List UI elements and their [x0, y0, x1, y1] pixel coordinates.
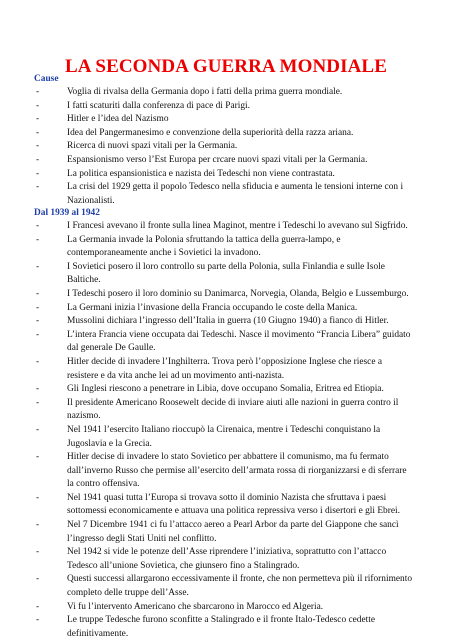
bullet-dash: - — [36, 356, 40, 367]
list-item-line: Mussolini dichiara l’ingresso dell’Italia in guerra (10 Giugno 1940) a fianco di Hitler. — [67, 316, 389, 327]
list-item-line: Jugoslavia e la Grecia. — [67, 438, 152, 449]
list-item-line: Nazionalisti. — [67, 195, 115, 206]
bullet-dash: - — [36, 141, 40, 152]
bullet-dash: - — [36, 114, 40, 125]
bullet-dash: - — [36, 127, 40, 138]
list-item — [0, 315, 419, 329]
list-item-text — [67, 519, 419, 546]
list-item-text — [67, 546, 419, 573]
list-item-line: I Francesi avevano il fronte sulla linea Maginot, mentre i Tedeschi lo avevano sul Sigfrido. — [67, 221, 408, 231]
list-item-line: contemporaneamente anche i Sovietici la invadono. — [67, 248, 261, 259]
list-item — [0, 100, 419, 114]
list-item-text — [67, 614, 419, 641]
list-item-line: sottomessi economicamente e attuava una politica repressiva verso i disertori e gli Ebrei. — [67, 506, 400, 517]
list-item — [0, 154, 419, 168]
list-item-text — [67, 113, 419, 127]
list-item-text — [67, 302, 419, 316]
list-item-line: Le truppe Tedesche furono sconfitte a Stalingrado e il fronte Italo-Tedesco cedette — [67, 615, 376, 626]
bullet-dash: - — [36, 316, 40, 327]
bullet-dash: - — [36, 329, 40, 340]
list-item — [0, 356, 419, 383]
list-item-line: Hitler decise di invadere lo stato Sovietico per abbattere il comunismo, ma fu fermato — [67, 452, 389, 463]
list-item-text — [67, 601, 419, 615]
bullet-dash: - — [36, 615, 40, 626]
list-item-line: I fatti scaturiti dalla conferenza di pace di Parigi. — [67, 100, 250, 111]
list-item-line: I Sovietici posero il loro controllo su parte della Polonia, sulla Finlandia e sulle Isole — [67, 261, 385, 272]
list-item-line: L’intera Francia viene occupata dai Tedeschi. Nasce il movimento “Francia Libera” guidato — [67, 329, 411, 340]
list-item — [0, 140, 419, 154]
list-item-line: Il presidente Americano Roosewelt decide di inviare aiuti alle nazioni in guerra contro il — [67, 397, 399, 408]
bullet-dash: - — [36, 234, 40, 245]
list-item-text — [67, 220, 419, 234]
bullet-dash: - — [36, 520, 40, 531]
list-item-text — [67, 397, 419, 424]
list-item — [0, 601, 419, 615]
list-item-line: I Tedeschi posero il loro dominio su Danimarca, Norvegia, Olanda, Belgio e Lussemburgo. — [67, 288, 409, 299]
bullet-dash: - — [36, 424, 40, 435]
list-item-text — [67, 573, 419, 600]
bullet-dash: - — [36, 547, 40, 558]
list-item-line: nazismo. — [67, 411, 101, 422]
section-heading-cause: Cause — [34, 74, 59, 84]
bullet-dash: - — [36, 87, 40, 97]
bullet-dash: - — [36, 154, 40, 165]
list-item — [0, 113, 419, 127]
list-item — [0, 383, 419, 397]
list-item-line: La Germania invade la Polonia sfruttando la tattica della guerra-lampo, e — [67, 234, 341, 245]
bullet-dash: - — [36, 384, 40, 395]
list-item-line: Baltiche. — [67, 275, 101, 286]
section-heading-1939-1942: Dal 1939 al 1942 — [34, 208, 100, 218]
list-item-line: Vi fu l’intervento Americano che sbarcarono in Marocco ed Algeria. — [67, 601, 324, 612]
list-item — [0, 181, 419, 208]
list-item-line: Nel 7 Dicembre 1941 ci fu l’attacco aereo a Pearl Arbor da parte del Giappone che sancì — [67, 520, 399, 531]
list-item — [0, 492, 419, 519]
list-item-text — [67, 234, 419, 261]
list-item-line: Gli Inglesi riescono a penetrare in Libia, dove occupano Somalia, Eritrea ed Etiopia. — [67, 384, 384, 395]
list-item-line: l’ingresso degli Stati Uniti nel conflitto. — [67, 533, 217, 544]
bullet-dash: - — [36, 168, 40, 179]
page-title: LA SECONDA GUERRA MONDIALE — [65, 56, 387, 77]
list-item-text — [67, 492, 419, 519]
list-item — [0, 397, 419, 424]
list-item-line: dal generale De Gaulle. — [67, 343, 156, 354]
list-item-text — [67, 383, 419, 397]
bullet-dash: - — [36, 492, 40, 503]
list-item — [0, 424, 419, 451]
list-item-line: Nel 1941 quasi tutta l’Europa si trovava sotto il dominio Nazista che sfruttava i paesi — [67, 492, 387, 503]
bullet-dash: - — [36, 182, 40, 193]
list-item — [0, 546, 419, 573]
list-item-line: Tedesco all’unione Sovietica, che giunsero fino a Stalingrado. — [67, 560, 300, 571]
list-item-line: La politica espansionistica e nazista dei Tedeschi non viene contrastata. — [67, 168, 335, 179]
list-item-text — [67, 154, 419, 168]
list-item — [0, 614, 419, 641]
list-item-line: La crisi del 1929 getta il popolo Tedesco nella sfiducia e aumenta le tensioni interne con i — [67, 182, 404, 193]
list-item — [0, 234, 419, 261]
list-item — [0, 451, 419, 492]
cause-list — [0, 86, 419, 208]
list-item — [0, 329, 419, 356]
list-item-line: Nel 1942 si vide le potenze dell’Asse riprendere l’iniziativa, soprattutto con l’attacco — [67, 547, 387, 558]
list-item-line: completo delle truppe dell’Asse. — [67, 588, 189, 599]
bullet-dash: - — [36, 302, 40, 313]
bullet-dash: - — [36, 221, 40, 231]
list-item — [0, 220, 419, 234]
list-item-line: Questi successi allargarono eccessivamente il fronte, che non permetteva più il rifornimento — [67, 574, 413, 585]
bullet-dash: - — [36, 397, 40, 408]
bullet-dash: - — [36, 601, 40, 612]
bullet-dash: - — [36, 288, 40, 299]
list-item — [0, 127, 419, 141]
list-item-text — [67, 261, 419, 288]
list-item-text — [67, 100, 419, 114]
bullet-dash: - — [36, 452, 40, 463]
list-item-line: La Germani inizia l’invasione della Francia occupando le coste della Manica. — [67, 302, 358, 313]
list-item-text — [67, 288, 419, 302]
list-item-line: Nel 1941 l’esercito Italiano rioccupò la Cirenaica, mentre i Tedeschi conquistano la — [67, 424, 381, 435]
list-item — [0, 86, 419, 100]
bullet-dash: - — [36, 574, 40, 585]
list-item-text — [67, 181, 419, 208]
bullet-dash: - — [36, 100, 40, 111]
list-item-line: Idea del Pangermanesimo e convenzione della superiorità della razza ariana. — [67, 127, 354, 138]
list-item-line: Voglia di rivalsa della Germania dopo i fatti della prima guerra mondiale. — [67, 87, 343, 97]
list-item-line: resistere e da vita anche lei ad un movimento anti-nazista. — [67, 370, 285, 381]
list-item-text — [67, 127, 419, 141]
list-item-line: dall’inverno Russo che permise all’esercito dell’armata rossa di riorganizzarsi e di sferrare — [67, 465, 407, 476]
list-item-line: la contro offensiva. — [67, 479, 140, 490]
list-item-line: Hitler e l’idea del Nazismo — [67, 114, 169, 125]
list-item — [0, 288, 419, 302]
list-item — [0, 261, 419, 288]
events-list — [0, 220, 419, 641]
list-item — [0, 302, 419, 316]
list-item-line: Espansionismo verso l’Est Europa per crcare nuovi spazi vitali per la Germania. — [67, 154, 368, 165]
list-item-line: Ricerca di nuovi spazi vitali per la Germania. — [67, 141, 238, 152]
list-item-text — [67, 356, 419, 383]
list-item-line: Hitler decide di invadere l’Inghilterra. Trova però l’opposizione Inglese che riesce a — [67, 356, 382, 367]
list-item-text — [67, 140, 419, 154]
bullet-dash: - — [36, 261, 40, 272]
list-item — [0, 519, 419, 546]
list-item-text — [67, 424, 419, 451]
list-item-text — [67, 86, 419, 100]
list-item-text — [67, 315, 419, 329]
list-item-text — [67, 168, 419, 182]
list-item — [0, 168, 419, 182]
list-item — [0, 573, 419, 600]
list-item-text — [67, 451, 419, 492]
list-item-text — [67, 329, 419, 356]
list-item-line: definitivamente. — [67, 628, 129, 639]
